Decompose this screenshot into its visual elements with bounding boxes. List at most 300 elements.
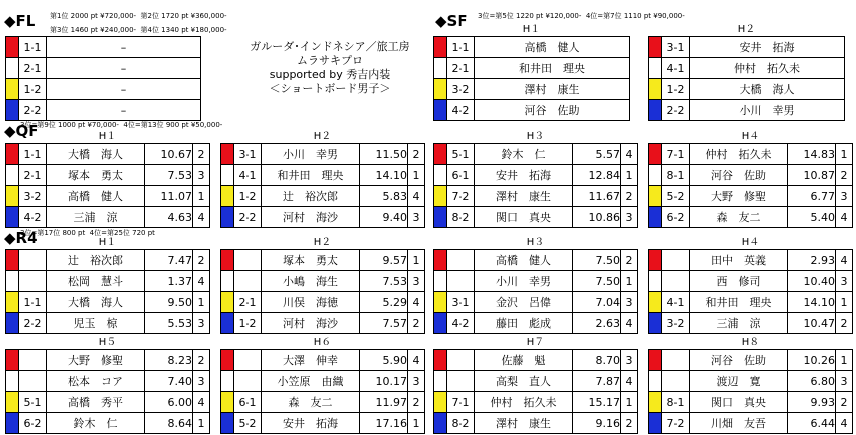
fl-prize-1: 第1位 2000 pt ¥720,000- 第2位 1720 pt ¥360,000-	[50, 12, 227, 20]
surfer-name: 大野 修聖	[47, 350, 145, 371]
heat-score: 10.86	[573, 207, 621, 228]
heat-rank: 2	[836, 392, 853, 413]
seed-code	[662, 350, 690, 371]
table-row	[221, 350, 425, 371]
jersey-color-swatch	[434, 58, 447, 79]
seed-code	[234, 350, 262, 371]
jersey-color-swatch	[649, 313, 662, 334]
r4-heat-3-table	[433, 249, 638, 334]
seed-code: 1-1	[19, 292, 47, 313]
sf-heat-1-label: H１	[522, 24, 541, 35]
surfer-name: 川畑 友吾	[690, 413, 788, 434]
heat-score: 5.40	[788, 207, 836, 228]
table-row	[649, 79, 845, 100]
seed-code	[662, 250, 690, 271]
table-row	[434, 100, 630, 121]
surfer-name: 辻 裕次郎	[262, 186, 360, 207]
jersey-color-swatch	[649, 371, 662, 392]
table-row	[649, 392, 853, 413]
table-row	[434, 292, 638, 313]
heat-score: 14.10	[360, 165, 408, 186]
table-row	[6, 371, 210, 392]
surfer-name: 河谷 佐助	[690, 350, 788, 371]
heat-score: 7.87	[573, 371, 621, 392]
seed-code: 5-2	[234, 413, 262, 434]
surfer-name: 安井 拓海	[262, 413, 360, 434]
r4-heat-1-label: H１	[98, 237, 117, 248]
seed-code	[662, 271, 690, 292]
table-row	[6, 207, 210, 228]
heat-rank: 1	[621, 165, 638, 186]
jersey-color-swatch	[221, 271, 234, 292]
sf-prize: 3位=第5位 1220 pt ¥120,000- 4位=第7位 1110 pt ¥90,000-	[478, 12, 685, 20]
heat-score: 6.80	[788, 371, 836, 392]
heat-score: 10.67	[145, 144, 193, 165]
event-info	[230, 40, 430, 96]
r4-heat-1-table	[5, 249, 210, 334]
jersey-color-swatch	[6, 371, 19, 392]
heat-rank: 1	[408, 413, 425, 434]
jersey-color-swatch	[6, 250, 19, 271]
jersey-color-swatch	[221, 250, 234, 271]
heat-rank: 2	[193, 144, 210, 165]
table-row	[6, 350, 210, 371]
heat-rank: 4	[836, 250, 853, 271]
heat-score: 12.84	[573, 165, 621, 186]
heat-score: 17.16	[360, 413, 408, 434]
surfer-name: 高橋 健人	[47, 186, 145, 207]
seed-code: 5-2	[662, 186, 690, 207]
heat-score: 10.47	[788, 313, 836, 334]
heat-score: 2.93	[788, 250, 836, 271]
r4-heat-8-table	[648, 349, 853, 434]
table-row	[6, 100, 201, 121]
jersey-color-swatch	[6, 292, 19, 313]
surfer-name: 澤村 康生	[475, 79, 630, 100]
surfer-name: 澤村 康生	[475, 413, 573, 434]
jersey-color-swatch	[434, 207, 447, 228]
heat-score: 5.90	[360, 350, 408, 371]
heat-score: 4.63	[145, 207, 193, 228]
table-row	[434, 144, 638, 165]
seed-code: 4-1	[662, 58, 690, 79]
heat-rank: 2	[193, 350, 210, 371]
surfer-name: 仲村 拓久未	[475, 392, 573, 413]
jersey-color-swatch	[649, 144, 662, 165]
seed-code	[662, 371, 690, 392]
seed-code: 5-1	[447, 144, 475, 165]
jersey-color-swatch	[649, 186, 662, 207]
table-row	[434, 58, 630, 79]
qf-heat-1-label: H１	[98, 131, 117, 142]
surfer-name: 高橋 秀平	[47, 392, 145, 413]
jersey-color-swatch	[649, 350, 662, 371]
seed-code	[447, 350, 475, 371]
surfer-name: 塚本 勇太	[262, 250, 360, 271]
r4-heat-6-table	[220, 349, 425, 434]
seed-code: 1-1	[19, 144, 47, 165]
r4-heat-4-label: H４	[741, 237, 760, 248]
surfer-name: 河谷 佐助	[690, 165, 788, 186]
heat-rank: 4	[408, 350, 425, 371]
r4-title: ◆R4	[4, 229, 38, 247]
seed-code: 4-2	[447, 100, 475, 121]
table-row	[221, 165, 425, 186]
surfer-name: 辻 裕次郎	[47, 250, 145, 271]
heat-rank: 4	[621, 313, 638, 334]
table-row	[221, 186, 425, 207]
jersey-color-swatch	[434, 313, 447, 334]
table-row	[649, 292, 853, 313]
table-row	[434, 392, 638, 413]
table-row	[649, 413, 853, 434]
jersey-color-swatch	[6, 144, 19, 165]
heat-rank: 3	[836, 271, 853, 292]
jersey-color-swatch	[434, 392, 447, 413]
table-row	[649, 144, 853, 165]
jersey-color-swatch	[221, 292, 234, 313]
r4-heat-2-label: H２	[313, 237, 332, 248]
surfer-name: 松岡 慧斗	[47, 271, 145, 292]
r4-heat-5-label: H５	[98, 337, 117, 348]
sponsor-line: ガルーダ･インドネシア／旅工房	[250, 40, 410, 53]
table-row	[221, 413, 425, 434]
heat-rank: 2	[836, 313, 853, 334]
heat-score: 11.07	[145, 186, 193, 207]
surfer-name: 松本 コア	[47, 371, 145, 392]
heat-rank: 4	[621, 371, 638, 392]
surfer-name: 仲村 拓久未	[690, 144, 788, 165]
jersey-color-swatch	[649, 37, 662, 58]
heat-score: 9.93	[788, 392, 836, 413]
surfer-name: 大橋 海人	[47, 292, 145, 313]
heat-score: 9.40	[360, 207, 408, 228]
surfer-name: 和井田 理央	[690, 292, 788, 313]
seed-code: 7-1	[447, 392, 475, 413]
seed-code: 6-2	[19, 413, 47, 434]
seed-code: 3-1	[662, 37, 690, 58]
jersey-color-swatch	[649, 292, 662, 313]
table-row	[6, 165, 210, 186]
sf-title: ◆SF	[435, 12, 468, 30]
heat-score: 11.50	[360, 144, 408, 165]
surfer-name: 和井田 理央	[262, 165, 360, 186]
heat-rank: 3	[836, 186, 853, 207]
surfer-name: 和井田 理央	[475, 58, 630, 79]
heat-rank: 3	[621, 350, 638, 371]
heat-rank: 3	[193, 371, 210, 392]
heat-rank: 1	[193, 292, 210, 313]
sf-heat-2-table	[648, 36, 845, 121]
surfer-name: 河村 海沙	[262, 207, 360, 228]
heat-score: 7.53	[360, 271, 408, 292]
qf-heat-2-table	[220, 143, 425, 228]
heat-score: 10.40	[788, 271, 836, 292]
table-row	[6, 271, 210, 292]
table-row	[649, 37, 845, 58]
surfer-name: 澤村 康生	[475, 186, 573, 207]
heat-rank: 4	[193, 271, 210, 292]
table-row	[649, 371, 853, 392]
seed-code: 2-2	[19, 100, 47, 121]
table-row	[434, 350, 638, 371]
seed-code: 2-1	[234, 292, 262, 313]
sf-heat-2-label: H２	[737, 24, 756, 35]
seed-code: 8-1	[662, 165, 690, 186]
surfer-name: 鈴木 仁	[475, 144, 573, 165]
jersey-color-swatch	[6, 207, 19, 228]
qf-heat-3-table	[433, 143, 638, 228]
heat-score: 8.64	[145, 413, 193, 434]
table-row	[434, 371, 638, 392]
table-row	[434, 313, 638, 334]
heat-score: 7.57	[360, 313, 408, 334]
surfer-name: –	[47, 100, 201, 121]
table-row	[649, 250, 853, 271]
surfer-name: 佐藤 魁	[475, 350, 573, 371]
heat-score: 7.47	[145, 250, 193, 271]
table-row	[221, 313, 425, 334]
table-row	[221, 271, 425, 292]
surfer-name: 三浦 涼	[47, 207, 145, 228]
heat-score: 7.53	[145, 165, 193, 186]
table-row	[434, 271, 638, 292]
surfer-name: 関口 真央	[690, 392, 788, 413]
fl-title: ◆FL	[4, 12, 36, 30]
heat-score: 7.40	[145, 371, 193, 392]
table-row	[434, 413, 638, 434]
jersey-color-swatch	[221, 207, 234, 228]
division-line: ＜ショートボード男子＞	[269, 82, 391, 95]
heat-rank: 2	[621, 250, 638, 271]
seed-code	[19, 350, 47, 371]
seed-code: 2-2	[234, 207, 262, 228]
jersey-color-swatch	[6, 271, 19, 292]
jersey-color-swatch	[649, 207, 662, 228]
surfer-name: 田中 英義	[690, 250, 788, 271]
heat-score: 10.87	[788, 165, 836, 186]
r4-heat-7-table	[433, 349, 638, 434]
surfer-name: 金沢 呂偉	[475, 292, 573, 313]
table-row	[649, 100, 845, 121]
seed-code: 3-2	[662, 313, 690, 334]
heat-rank: 1	[621, 271, 638, 292]
table-row	[6, 37, 201, 58]
support-line: supported by 秀吉内装	[269, 68, 391, 81]
qf-heat-3-label: H３	[526, 131, 545, 142]
surfer-name: 大橋 海人	[47, 144, 145, 165]
surfer-name: 藤田 彪成	[475, 313, 573, 334]
r4-heat-5-table	[5, 349, 210, 434]
heat-score: 8.70	[573, 350, 621, 371]
jersey-color-swatch	[434, 250, 447, 271]
jersey-color-swatch	[434, 350, 447, 371]
r4-heat-2-table	[220, 249, 425, 334]
r4-heat-4-table	[648, 249, 853, 334]
seed-code: 1-2	[662, 79, 690, 100]
surfer-name: 関口 真央	[475, 207, 573, 228]
jersey-color-swatch	[649, 58, 662, 79]
jersey-color-swatch	[6, 37, 19, 58]
heat-score: 15.17	[573, 392, 621, 413]
heat-rank: 4	[193, 207, 210, 228]
heat-score: 7.50	[573, 250, 621, 271]
seed-code: 3-2	[447, 79, 475, 100]
heat-rank: 3	[621, 207, 638, 228]
heat-rank: 2	[621, 186, 638, 207]
jersey-color-swatch	[649, 413, 662, 434]
heat-rank: 3	[408, 207, 425, 228]
heat-score: 14.83	[788, 144, 836, 165]
table-row	[649, 313, 853, 334]
jersey-color-swatch	[434, 37, 447, 58]
jersey-color-swatch	[6, 100, 19, 121]
jersey-color-swatch	[649, 271, 662, 292]
jersey-color-swatch	[434, 371, 447, 392]
heat-score: 6.44	[788, 413, 836, 434]
heat-score: 7.04	[573, 292, 621, 313]
heat-rank: 2	[836, 165, 853, 186]
jersey-color-swatch	[221, 392, 234, 413]
surfer-name: –	[47, 37, 201, 58]
table-row	[649, 165, 853, 186]
seed-code: 2-1	[447, 58, 475, 79]
heat-score: 9.16	[573, 413, 621, 434]
seed-code: 1-1	[447, 37, 475, 58]
heat-rank: 4	[836, 207, 853, 228]
surfer-name: 安井 拓海	[690, 37, 845, 58]
heat-rank: 3	[408, 271, 425, 292]
seed-code	[447, 271, 475, 292]
jersey-color-swatch	[434, 79, 447, 100]
heat-rank: 2	[193, 250, 210, 271]
heat-score: 10.17	[360, 371, 408, 392]
jersey-color-swatch	[6, 413, 19, 434]
jersey-color-swatch	[434, 292, 447, 313]
seed-code: 3-1	[447, 292, 475, 313]
seed-code: 6-1	[234, 392, 262, 413]
table-row	[434, 186, 638, 207]
heat-score: 14.10	[788, 292, 836, 313]
jersey-color-swatch	[221, 413, 234, 434]
surfer-name: 小川 幸男	[262, 144, 360, 165]
surfer-name: 高梨 直人	[475, 371, 573, 392]
seed-code	[447, 250, 475, 271]
seed-code: 3-1	[234, 144, 262, 165]
jersey-color-swatch	[221, 165, 234, 186]
surfer-name: 小川 幸男	[475, 271, 573, 292]
table-row	[221, 292, 425, 313]
surfer-name: –	[47, 79, 201, 100]
heat-rank: 2	[621, 413, 638, 434]
heat-rank: 4	[836, 413, 853, 434]
heat-score: 9.50	[145, 292, 193, 313]
fl-heat-table	[5, 36, 201, 121]
jersey-color-swatch	[649, 100, 662, 121]
heat-rank: 1	[408, 165, 425, 186]
surfer-name: 西 修司	[690, 271, 788, 292]
table-row	[434, 207, 638, 228]
jersey-color-swatch	[434, 100, 447, 121]
seed-code: 4-2	[19, 207, 47, 228]
heat-score: 6.77	[788, 186, 836, 207]
jersey-color-swatch	[434, 413, 447, 434]
heat-score: 5.53	[145, 313, 193, 334]
jersey-color-swatch	[434, 186, 447, 207]
qf-heat-1-table	[5, 143, 210, 228]
heat-rank: 1	[193, 186, 210, 207]
qf-heat-4-table	[648, 143, 853, 228]
jersey-color-swatch	[6, 350, 19, 371]
surfer-name: 児玉 椋	[47, 313, 145, 334]
heat-rank: 2	[408, 144, 425, 165]
heat-rank: 4	[408, 292, 425, 313]
heat-score: 10.26	[788, 350, 836, 371]
r4-heat-3-label: H３	[526, 237, 545, 248]
surfer-name: 鈴木 仁	[47, 413, 145, 434]
seed-code: 2-2	[662, 100, 690, 121]
seed-code: 2-1	[19, 165, 47, 186]
seed-code: 1-2	[234, 313, 262, 334]
heat-rank: 1	[836, 350, 853, 371]
r4-heat-7-label: H７	[526, 337, 545, 348]
heat-rank: 4	[621, 144, 638, 165]
table-row	[649, 58, 845, 79]
jersey-color-swatch	[221, 371, 234, 392]
surfer-name: 渡辺 寛	[690, 371, 788, 392]
heat-rank: 3	[193, 165, 210, 186]
seed-code: 1-2	[234, 186, 262, 207]
seed-code	[19, 371, 47, 392]
surfer-name: 小嶋 海生	[262, 271, 360, 292]
heat-rank: 1	[836, 144, 853, 165]
seed-code: 6-1	[447, 165, 475, 186]
heat-rank: 4	[408, 186, 425, 207]
heat-score: 11.67	[573, 186, 621, 207]
heat-score: 9.57	[360, 250, 408, 271]
r4-heat-6-label: H６	[313, 337, 332, 348]
jersey-color-swatch	[6, 165, 19, 186]
table-row	[649, 271, 853, 292]
seed-code: 4-1	[662, 292, 690, 313]
event-name: ムラサキプロ	[297, 54, 363, 67]
heat-rank: 3	[836, 371, 853, 392]
jersey-color-swatch	[221, 144, 234, 165]
surfer-name: 河谷 佐助	[475, 100, 630, 121]
table-row	[6, 186, 210, 207]
surfer-name: 小川 幸男	[690, 100, 845, 121]
surfer-name: 大野 修聖	[690, 186, 788, 207]
qf-heat-4-label: H４	[741, 131, 760, 142]
table-row	[221, 371, 425, 392]
seed-code: 1-1	[19, 37, 47, 58]
table-row	[649, 350, 853, 371]
seed-code: 7-2	[447, 186, 475, 207]
table-row	[221, 250, 425, 271]
sf-heat-1-table	[433, 36, 630, 121]
heat-rank: 3	[193, 313, 210, 334]
surfer-name: 三浦 涼	[690, 313, 788, 334]
jersey-color-swatch	[649, 165, 662, 186]
seed-code: 1-2	[19, 79, 47, 100]
seed-code	[234, 271, 262, 292]
table-row	[221, 144, 425, 165]
jersey-color-swatch	[649, 250, 662, 271]
heat-score: 5.29	[360, 292, 408, 313]
table-row	[6, 413, 210, 434]
surfer-name: 高橋 健人	[475, 37, 630, 58]
seed-code: 5-1	[19, 392, 47, 413]
